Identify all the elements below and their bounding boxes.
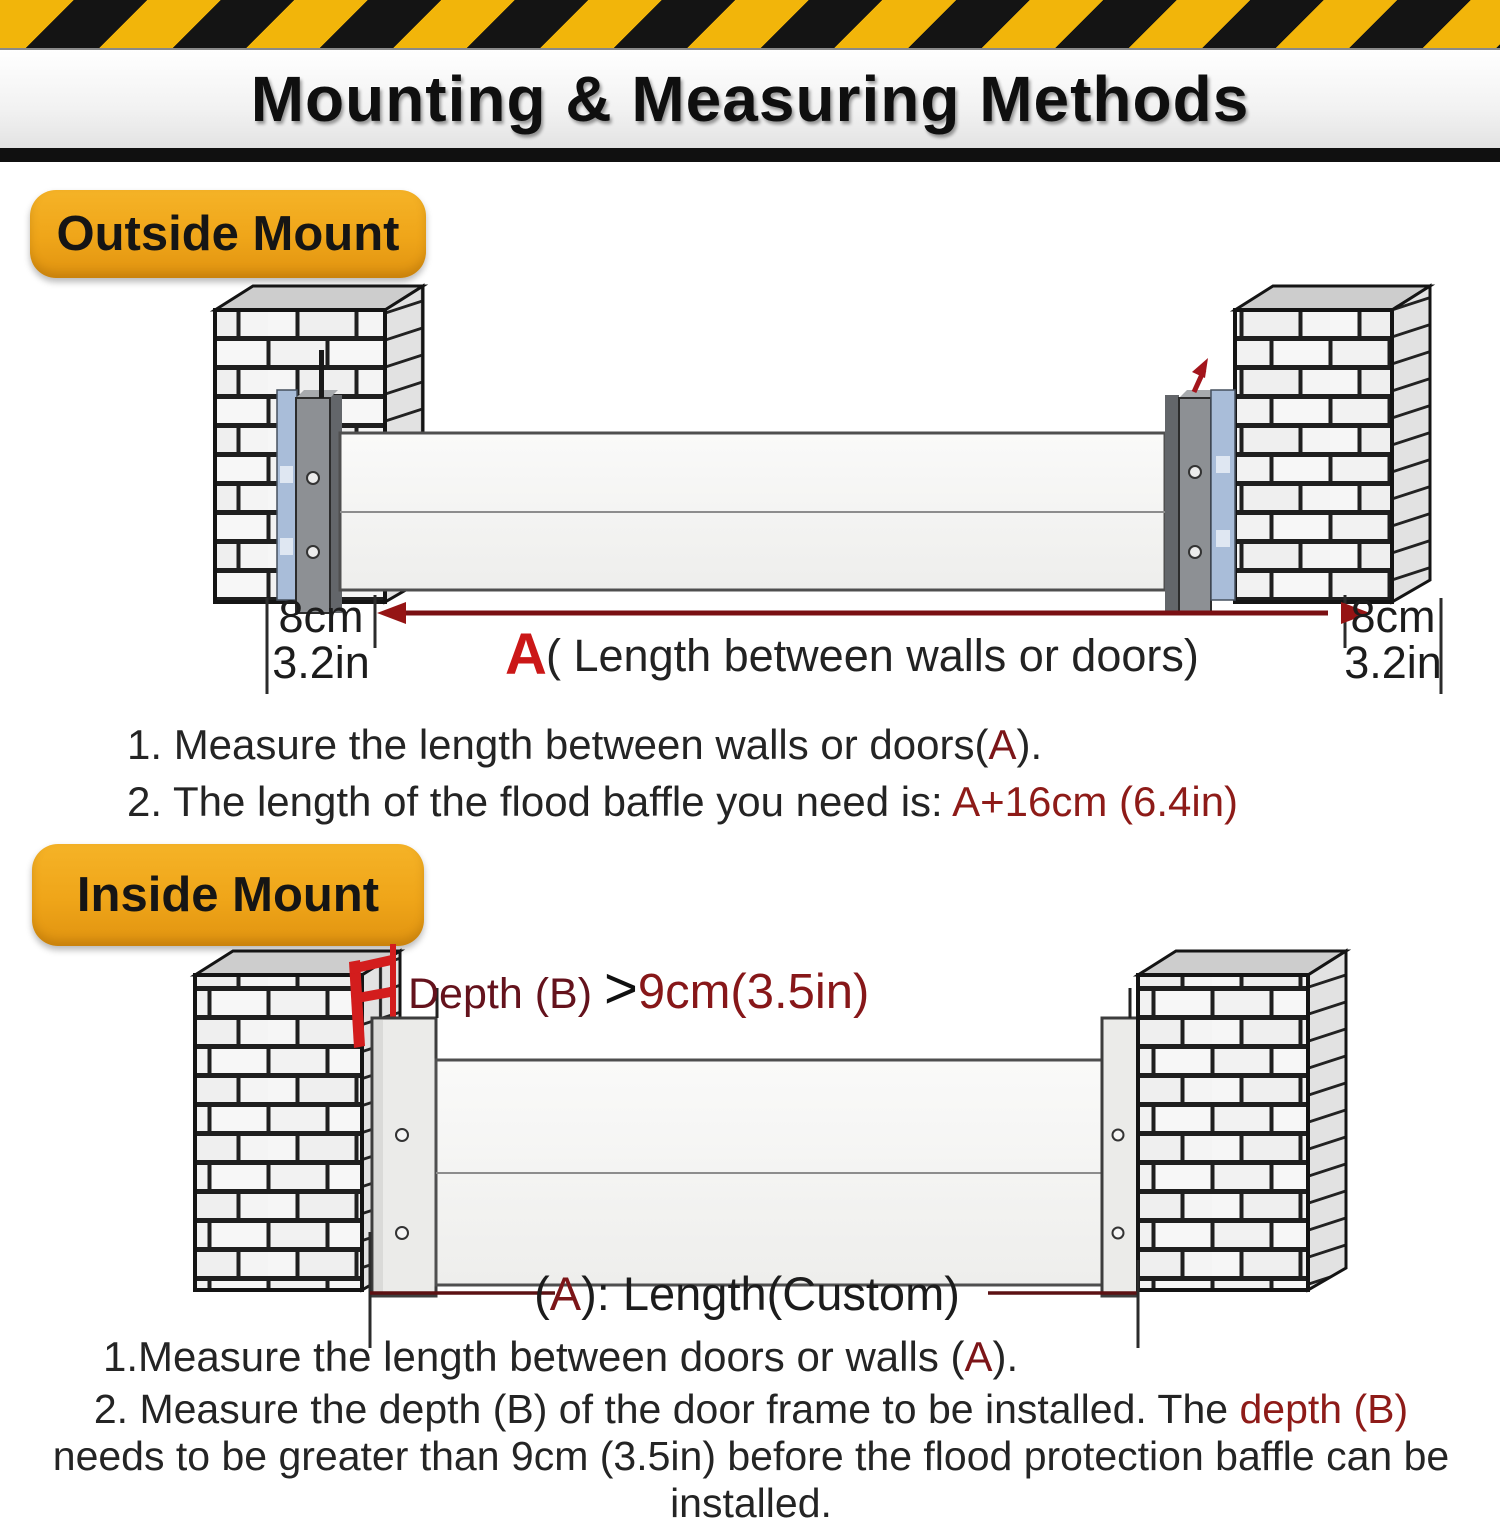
pillar-side-face [1392,286,1430,602]
flood-barrier-panels [436,1060,1102,1285]
screw-hole [1113,1228,1124,1239]
screw-hole [1189,546,1201,558]
inside-step-2 [45,1386,1457,1527]
mounting-channel-left [372,988,437,1296]
arrowhead-left-icon [377,602,406,624]
length-label-open: ( [534,1267,550,1320]
inside-step-1 [103,1332,1018,1382]
title-banner [0,50,1500,148]
flood-barrier-panels [340,433,1165,590]
span-arrow [377,602,1370,624]
seal-pointer-arrow-icon [1192,358,1208,392]
inside-mount-diagram [150,930,1500,1360]
outside-mount-diagram [150,280,1500,700]
mounting-channel-right [1102,988,1138,1296]
pillar-front-face [1235,310,1392,602]
step-text: 2. The length of the flood baffle you need is: [127,778,953,825]
right-dim-cm: 8cm [1350,591,1436,642]
page-title: Mounting & Measuring Methods [250,63,1250,135]
outside-mount-steps [127,716,1238,830]
outside-step-1 [127,716,1238,773]
brick-pillar-right [1235,286,1430,602]
step-text: ). [992,1333,1019,1380]
outside-mount-label-text: Outside Mount [56,207,400,261]
pillar-front-face [195,975,362,1290]
step-accent: depth (B) [1239,1386,1409,1432]
brick-pillar-right [1138,951,1346,1290]
screw-hole [396,1129,408,1141]
step-text: ). [1016,721,1043,768]
length-label-rest: ): Length(Custom) [581,1267,960,1320]
screw-hole [307,546,319,558]
seal-strip-left [277,390,297,600]
seal-strip-right [1211,390,1235,600]
length-label [534,1267,960,1320]
step-text: 2. Measure the depth (B) of the door frame to be installed. The [93,1386,1240,1432]
depth-label [408,956,869,1021]
step-text: needs to be greater than 9cm (3.5in) before the flood protection baffle can be installed. [52,1433,1450,1526]
step-text: 1.Measure the length between doors or walls ( [103,1333,965,1380]
inside-mount-label-text: Inside Mount [76,868,380,922]
step-accent: A+16cm (6.4in) [952,778,1239,825]
length-label-accent: A [549,1267,582,1320]
right-dim-in: 3.2in [1344,637,1442,688]
pillar-side-face [1308,951,1346,1290]
step-accent: A [988,721,1017,768]
screw-hole [307,472,319,484]
depth-value: 9cm(3.5in) [637,965,870,1019]
divider-bar [0,148,1500,162]
span-label: ( Length between walls or doors) [546,630,1199,681]
screw-hole [1113,1130,1124,1141]
left-dim-cm: 8cm [278,591,364,642]
pillar-front-face [1138,975,1308,1290]
depth-label-text: Depth (B) [408,970,604,1018]
step-accent: A [964,1333,993,1380]
span-accent-A: A [505,622,547,687]
screw-hole [396,1227,408,1239]
step-text: 1. Measure the length between walls or doors( [127,721,989,768]
outside-step-2 [127,773,1238,830]
left-dim-in: 3.2in [272,637,370,688]
greater-than-symbol: > [603,956,638,1021]
screw-hole [1189,466,1201,478]
channel-top-pin [319,350,324,398]
outside-mount-label [30,190,426,278]
hazard-stripe-banner [0,0,1500,50]
